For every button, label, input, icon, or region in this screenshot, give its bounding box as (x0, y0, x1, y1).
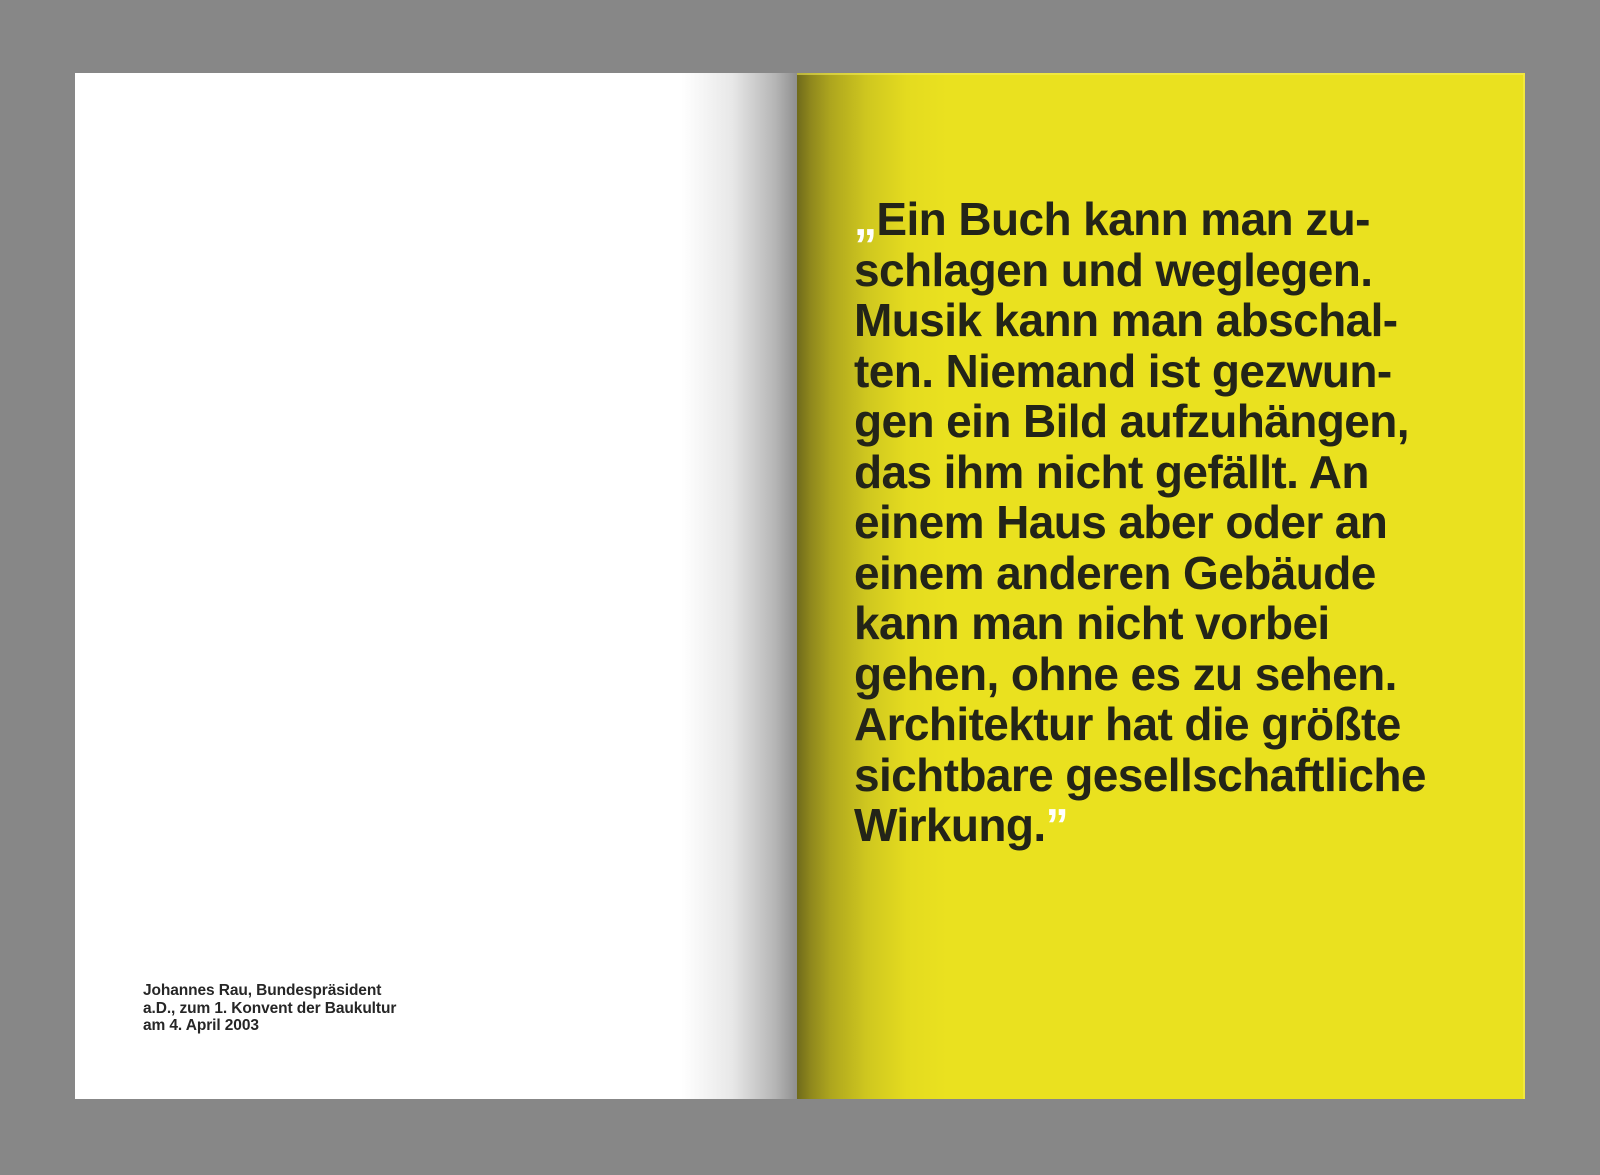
quote-line (854, 447, 1426, 498)
quote-line (854, 346, 1426, 397)
quote-line-text: Wirkung. (854, 799, 1046, 851)
closing-quote-mark: ” (1045, 799, 1068, 851)
quote-line (854, 750, 1426, 801)
quote-line (854, 598, 1426, 649)
quote-line (854, 699, 1426, 750)
quote-line (854, 396, 1426, 447)
quote-line-text: Architektur hat die größte (854, 698, 1401, 750)
quote-line (854, 548, 1426, 599)
quote-line (854, 649, 1426, 700)
quote-line-text: einem Haus aber oder an (854, 496, 1388, 548)
quote-line (854, 245, 1426, 296)
book-spread (75, 73, 1525, 1099)
caption-line: am 4. April 2003 (143, 1017, 259, 1034)
left-page (75, 73, 797, 1099)
quote-line-text: kann man nicht vorbei (854, 597, 1330, 649)
quote-line-text: ten. Niemand ist gezwun- (854, 344, 1392, 397)
attribution-caption (143, 982, 396, 1035)
caption-line: Johannes Rau, Bundespräsident (143, 982, 382, 999)
caption-line: a.D., zum 1. Konvent der Baukultur (143, 999, 397, 1017)
quote-line-text: einem anderen Gebäude (854, 546, 1376, 599)
quote-line (854, 295, 1426, 346)
quote-line (854, 497, 1426, 548)
quote-line-text: Musik kann man abschal- (854, 294, 1398, 346)
quote-line-text: das ihm nicht gefällt. An (854, 445, 1369, 498)
right-page (797, 73, 1525, 1099)
opening-quote-mark: „ (854, 193, 877, 245)
quote-text (854, 194, 1426, 851)
quote-line-text: schlagen und weglegen. (854, 243, 1373, 296)
quote-line (854, 194, 1426, 245)
quote-line (854, 800, 1426, 851)
quote-line-text: Ein Buch kann man zu- (876, 193, 1370, 245)
quote-line-text: sichtbare gesellschaftliche (854, 748, 1426, 801)
quote-line-text: gehen, ohne es zu sehen. (854, 647, 1397, 700)
quote-line-text: gen ein Bild aufzuhängen, (854, 395, 1409, 447)
